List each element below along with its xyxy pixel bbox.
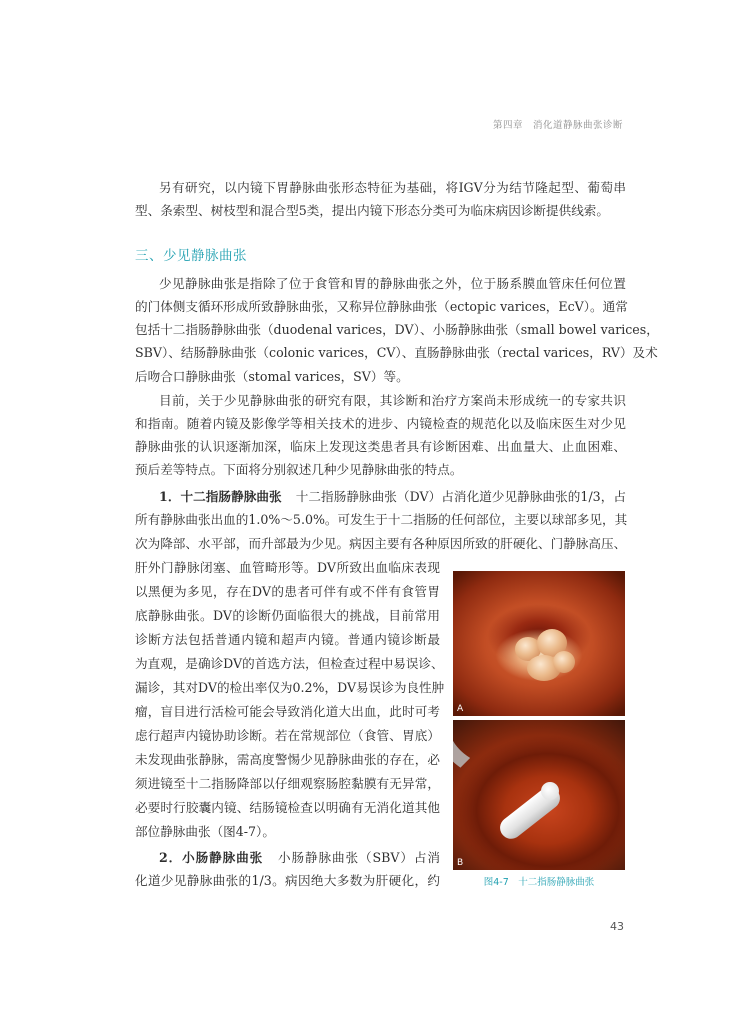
- probe-tip: [541, 782, 559, 800]
- panel-b-label: B: [457, 858, 464, 868]
- p1-line-4: SBV）、结肠静脉曲张（colonic varices，CV）、直肠静脉曲张（rectal varices，RV）及术: [135, 345, 658, 360]
- dv-wrap-line-4: 诊断方法包括普通内镜和超声内镜。普通内镜诊断最: [135, 632, 440, 647]
- dv-first-line: 十二指肠静脉曲张（DV）占消化道少见静脉曲张的1/3，占: [295, 489, 626, 504]
- dv-wrap-line-10: 须进镜至十二指肠降部以仔细观察肠腔黏膜有无异常，: [135, 776, 440, 791]
- intro-line-1: 另有研究，以内镜下胃静脉曲张形态特征为基础，将IGV分为结节隆起型、葡萄串: [159, 180, 626, 195]
- intro-line-2: 型、条索型、树枝型和混合型5类，提出内镜下形态分类可为临床病因诊断提供线索。: [135, 203, 609, 218]
- sbv-heading: 2．小肠静脉曲张: [159, 850, 264, 865]
- p1-line-2: 的门体侧支循环形成所致静脉曲张，又称异位静脉曲张（ectopic varices，EcV）。通常: [135, 299, 628, 314]
- dv-wrap-line-11: 必要时行胶囊内镜、结肠镜检查以明确有无消化道其他: [135, 800, 440, 815]
- dv-wrap-line-7: 瘤，盲目进行活检可能会导致消化道大出血，此时可考: [135, 704, 440, 719]
- dv-wrap-line-9: 未发现曲张静脉，需高度警惕少见静脉曲张的存在，必: [135, 752, 440, 767]
- dv-wrap-line-2: 以黑便为多见，存在DV的患者可伴有或不伴有食管胃: [135, 584, 440, 599]
- varix-nodule: [553, 651, 575, 673]
- sbv-line-2: 化道少见静脉曲张的1/3。病因绝大多数为肝硬化，约: [135, 873, 440, 888]
- p1-line-3: 包括十二指肠静脉曲张（duodenal varices，DV）、小肠静脉曲张（small bowel varices，: [135, 322, 659, 337]
- dv-wrap-line-1: 肝外门静脉闭塞、血管畸形等。DV所致出血临床表现: [135, 560, 440, 575]
- p2-line-1: 目前，关于少见静脉曲张的研究有限，其诊断和治疗方案尚未形成统一的专家共识: [159, 393, 626, 408]
- endoscopy-image-a: [453, 571, 625, 716]
- p2-line-3: 静脉曲张的认识逐渐加深，临床上发现这类患者具有诊断困难、出血量大、止血困难、: [135, 439, 626, 454]
- panel-a-label: A: [457, 704, 464, 714]
- sbv-line-1: [159, 849, 440, 867]
- dv-line-1: [159, 488, 626, 506]
- dv-wrap-line-6: 漏诊，其对DV的检出率仅为0.2%，DV易误诊为良性肿: [135, 680, 445, 695]
- page-number: 43: [610, 920, 624, 933]
- sbv-first-line: 小肠静脉曲张（SBV）占消: [277, 850, 441, 865]
- figure-caption: 图4-7 十二指肠静脉曲张: [483, 877, 595, 888]
- p1-line-1: 少见静脉曲张是指除了位于食管和胃的静脉曲张之外，位于肠系膜血管床任何位置: [159, 276, 626, 291]
- dv-wrap-line-5: 为直观，是确诊DV的首选方法，但检查过程中易误诊、: [135, 656, 444, 671]
- dv-line-3: 次为降部、水平部，而升部最为少见。病因主要有各种原因所致的肝硬化、门静脉高压、: [135, 536, 627, 551]
- dv-wrap-line-3: 底静脉曲张。DV的诊断仍面临很大的挑战，目前常用: [135, 608, 440, 623]
- dv-wrap-line-12: 部位静脉曲张（图4-7）。: [135, 824, 275, 839]
- endoscope-cap: [453, 720, 625, 793]
- dv-heading: 1．十二指肠静脉曲张: [159, 489, 282, 504]
- running-header: 第四章 消化道静脉曲张诊断: [492, 120, 623, 131]
- p2-line-2: 和指南。随着内镜及影像学等相关技术的进步、内镜检查的规范化以及临床医生对少见: [135, 416, 626, 431]
- dv-wrap-line-8: 虑行超声内镜协助诊断。若在常规部位（食管、胃底）: [135, 728, 440, 743]
- section-heading: 三、少见静脉曲张: [135, 248, 247, 264]
- endoscopy-image-b: [453, 720, 625, 870]
- p1-line-5: 后吻合口静脉曲张（stomal varices，SV）等。: [135, 369, 409, 384]
- p2-line-4: 预后差等特点。下面将分别叙述几种少见静脉曲张的特点。: [135, 462, 463, 477]
- dv-line-2: 所有静脉曲张出血的1.0%～5.0%。可发生于十二指肠的任何部位，主要以球部多见，其: [135, 512, 628, 527]
